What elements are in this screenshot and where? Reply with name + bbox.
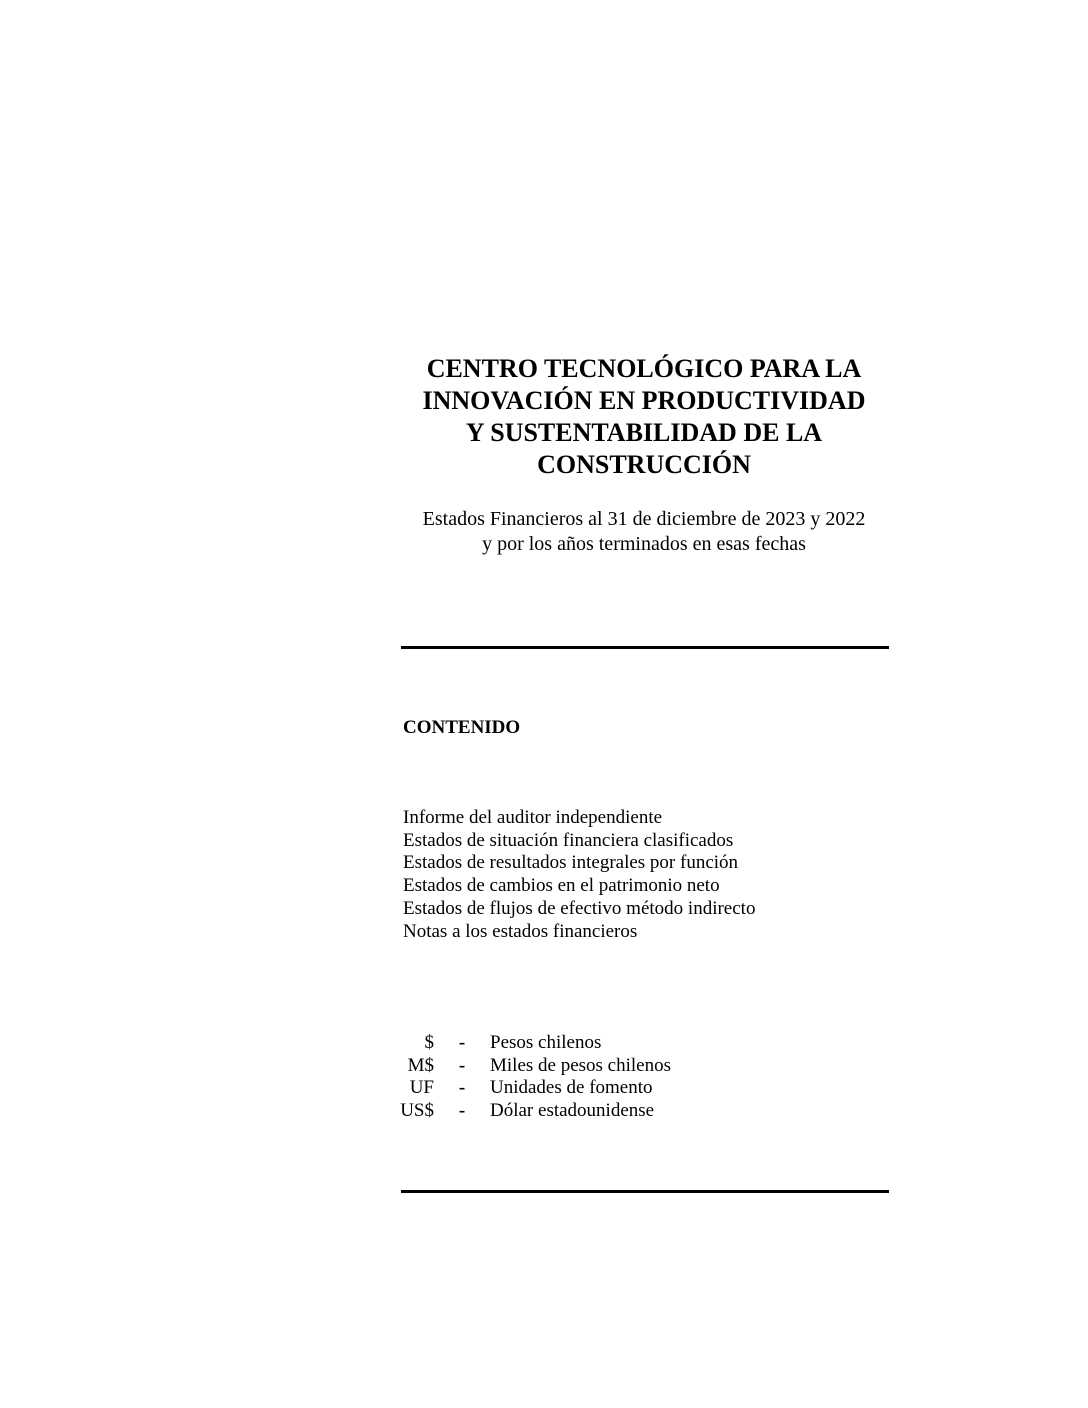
currency-dash: - [458,1054,466,1076]
currency-legend [390,1032,671,1123]
currency-dash: - [458,1100,466,1122]
currency-symbol: UF [409,1077,434,1099]
currency-row [390,1055,671,1078]
contents-list [403,807,755,943]
currency-row [390,1100,671,1123]
currency-name: Dólar estadounidense [490,1100,655,1122]
document-title [400,353,888,481]
subtitle-line-1: Estados Financieros al 31 de diciembre de 2023 y 2022 [422,508,866,530]
currency-name: Miles de pesos chilenos [490,1054,672,1076]
currency-dash: - [458,1077,466,1099]
currency-symbol: $ [424,1032,434,1053]
contents-item: Notas a los estados financieros [403,920,638,942]
contents-item: Estados de situación financiera clasificados [403,829,734,851]
currency-symbol: US$ [400,1100,434,1122]
contents-item: Estados de cambios en el patrimonio neto [403,875,720,897]
title-line-3: Y SUSTENTABILIDAD DE LA [465,418,823,447]
currency-symbol: M$ [407,1054,434,1076]
title-line-2: INNOVACIÓN EN PRODUCTIVIDAD [422,386,866,415]
bottom-divider [401,1190,889,1193]
currency-dash: - [458,1032,466,1053]
document-subtitle [400,507,888,557]
contents-item: Estados de flujos de efectivo método indirecto [403,897,756,919]
currency-name: Unidades de fomento [490,1077,653,1099]
contents-item: Estados de resultados integrales por función [403,852,739,874]
contents-item: Informe del auditor independiente [403,807,663,828]
contents-heading: CONTENIDO [403,717,521,738]
title-line-1: CENTRO TECNOLÓGICO PARA LA [426,354,862,383]
currency-row [390,1077,671,1100]
currency-row [390,1032,671,1055]
subtitle-line-2: y por los años terminados en esas fechas [482,533,806,555]
currency-name: Pesos chilenos [490,1032,602,1053]
top-divider [401,646,889,649]
title-line-4: CONSTRUCCIÓN [537,450,751,479]
